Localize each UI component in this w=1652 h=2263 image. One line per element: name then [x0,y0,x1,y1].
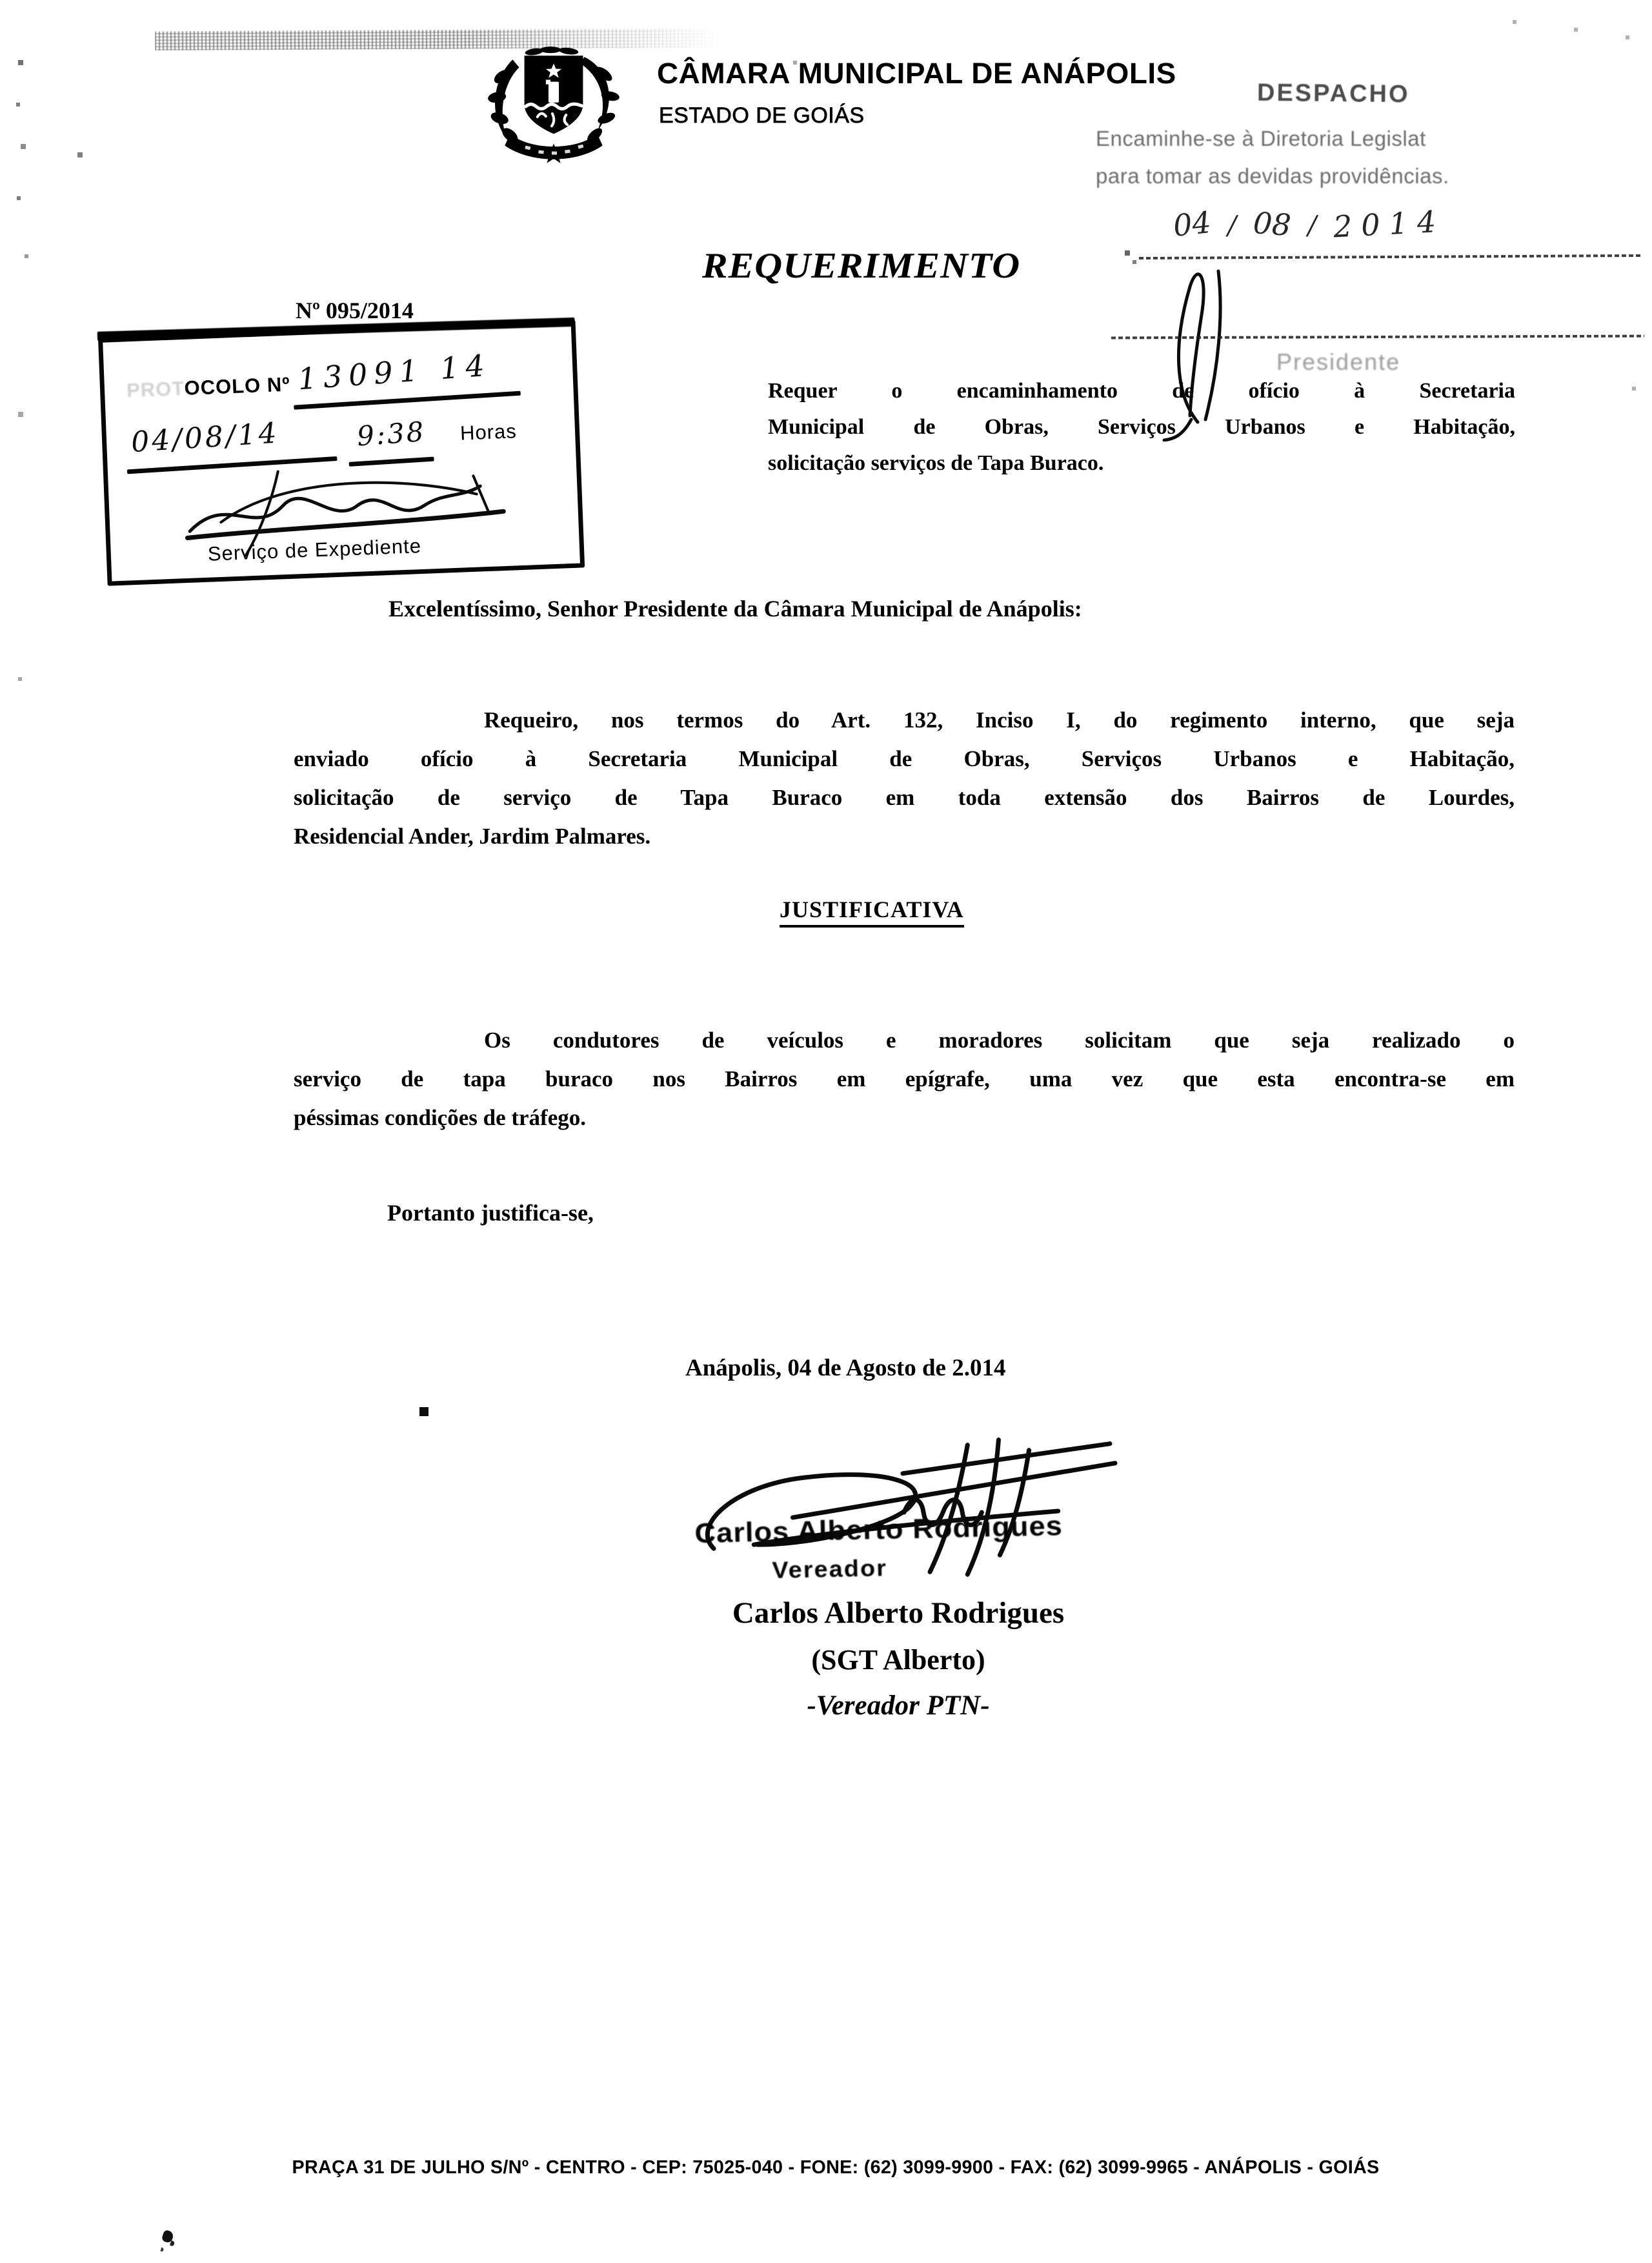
despacho-date-month: 08 [1252,205,1293,243]
protocol-time-label: Horas [459,420,518,445]
printed-name: Carlos Alberto Rodrigues [732,1596,1065,1630]
despacho-date-slash2: / [1307,211,1317,241]
printed-role: -Vereador PTN- [807,1690,990,1721]
closing-line: Portanto justifica-se, [387,1200,594,1226]
printed-signature-block [660,1589,1137,1729]
printed-alias: (SGT Alberto) [811,1644,985,1676]
scan-specks [0,0,3,3]
scan-noise-strip [155,28,723,51]
despacho-date-handwritten [1171,203,1446,245]
coat-of-arms-icon [485,43,622,173]
doc-number: Nº 095/2014 [296,298,414,323]
protocol-label-faded-prefix: PROT [126,376,185,402]
ink-blot [161,2229,175,2244]
signature-scribble [696,1434,1123,1584]
justification-heading: JUSTIFICATIVA [780,896,964,928]
protocol-office-label: Serviço de Expediente [207,534,422,565]
body-paragraph-2: Os condutores de veículos e moradores solicitam que seja realizado o serviço de tapa buraco nos Bairros em epígrafe, uma vez que esta encontra-se em péssimas condições de tráfego. [294,1028,1515,1130]
protocol-time-handwritten: 9:38 [356,415,427,452]
despacho-signer-role: Presidente [1276,349,1401,375]
org-subtitle: ESTADO DE GOIÁS [659,103,865,128]
protocol-label [126,373,290,403]
body-paragraph-1: Requeiro, nos termos do Art. 132, Inciso I, do regimento interno, que seja enviado ofício à Secretaria Municipal de Obras, Serviços Urbanos e Habitação, solicitação de serviço de Tapa Buraco em toda extensão dos Bairros de Lourdes, Residencial Ander, Jardim Palmares. [294,707,1515,849]
despacho-date-slash: / [1227,211,1237,241]
dateline: Anápolis, 04 de Agosto de 2.014 [685,1355,1006,1381]
doc-summary: Requer o encaminhamento de ofício à Secretaria Municipal de Obras, Serviços Urbanos e Habitação, solicitação serviços de Tapa Buraco. [768,379,1515,475]
footer-address: PRAÇA 31 DE JULHO S/Nº - CENTRO - CEP: 75025-040 - FONE: (62) 3099-9900 - FAX: (62) 3099-9965 - ANÁPOLIS - GOIÁS [292,2157,1380,2178]
despacho-title: DESPACHO [1256,79,1410,108]
despacho-date-day: 04 [1171,205,1213,243]
protocol-stamp [98,320,585,586]
signature-ink-stamp-role: Vereador [772,1554,888,1583]
despacho-date-year: 2014 [1332,203,1446,245]
protocol-date-handwritten: 04/08/14 [130,416,281,460]
org-name: CÂMARA MUNICIPAL DE ANÁPOLIS [657,57,1176,90]
despacho-line-2: para tomar as devidas providências. [1096,164,1449,188]
signature-ink-stamp-name: Carlos Alberto Rodrigues [694,1510,1063,1549]
protocol-label-text: OCOLO Nº [183,372,291,400]
despacho-line-1: Encaminhe-se à Diretoria Legislat [1096,127,1426,150]
doc-title: REQUERIMENTO [702,246,1021,286]
salutation: Excelentíssimo, Senhor Presidente da Câmara Municipal de Anápolis: [388,596,1082,622]
protocol-number-handwritten: 13091 14 [296,347,492,397]
